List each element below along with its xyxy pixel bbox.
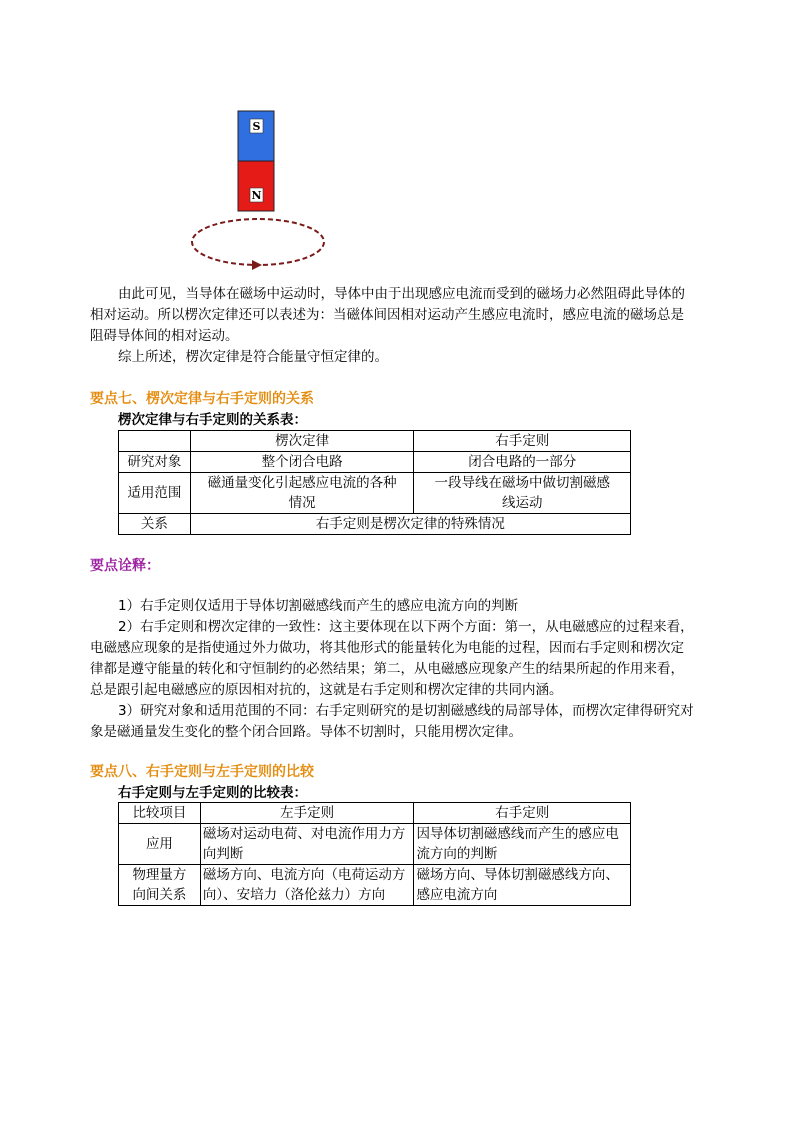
section-seven-heading: 要点七、楞次定律与右手定则的关系 (90, 391, 314, 407)
intro-paragraph-line-2: 相对运动。所以楞次定律还可以表述为：当磁体间因相对运动产生感应电流时，感应电流的磁场总是 (90, 307, 684, 323)
lenz-vs-right-hand-table (118, 430, 631, 535)
table-header-cell (119, 431, 191, 452)
table-cell: 关系 (119, 514, 191, 535)
table-cell: 物理量方向间关系 (119, 865, 201, 906)
note-line: 总是跟引起电磁感应的原因相对抗的，这就是右手定则和楞次定律的共同内涵。 (90, 682, 563, 698)
conclusion-line: 综上所述，楞次定律是符合能量守恒定律的。 (118, 349, 388, 365)
table-row (119, 514, 631, 535)
table-cell: 闭合电路的一部分 (414, 452, 631, 473)
table-header-cell: 左手定则 (200, 803, 414, 824)
section-eight-table-title: 右手定则与左手定则的比较表： (118, 785, 307, 801)
section-seven-table-title: 楞次定律与右手定则的关系表： (118, 412, 307, 428)
intro-paragraph-line-3: 阻碍导体间的相对运动。 (90, 328, 239, 344)
table-row (119, 824, 631, 865)
table-header-cell: 右手定则 (414, 803, 631, 824)
table-cell: 磁场方向、电流方向（电荷运动方向）、安培力（洛伦兹力）方向 (200, 865, 414, 906)
table-cell: 一段导线在磁场中做切割磁感线运动 (414, 473, 631, 514)
magnet-south-label: S (252, 120, 261, 133)
intro-paragraph-line-1: 由此可见，当导体在磁场中运动时，导体中由于出现感应电流而受到的磁场力必然阻碍此导体的 (118, 286, 685, 302)
table-header-cell: 楞次定律 (190, 431, 414, 452)
note-line: 律都是遵守能量的转化和守恒制约的必然结果；第二，从电磁感应现象产生的结果所起的作用来看， (90, 661, 684, 677)
magnet-north-pole (238, 161, 274, 211)
table-cell: 整个闭合电路 (190, 452, 414, 473)
table-cell: 磁场方向、导体切割磁感线方向、感应电流方向 (414, 865, 631, 906)
magnet-south-pole (238, 111, 274, 161)
table-header-cell: 右手定则 (414, 431, 631, 452)
table-cell: 磁通量变化引起感应电流的各种情况 (190, 473, 414, 514)
key-notes-heading: 要点诠释： (90, 558, 160, 574)
conducting-loop (192, 219, 324, 265)
table-cell: 磁场对运动电荷、对电流作用力方向判断 (200, 824, 414, 865)
table-header-cell: 比较项目 (119, 803, 201, 824)
table-cell: 因导体切割磁感线而产生的感应电流方向的判断 (414, 824, 631, 865)
right-vs-left-hand-table (118, 802, 631, 906)
table-row (119, 452, 631, 473)
magnet-loop-figure (178, 105, 338, 275)
magnet-north-label: N (251, 189, 262, 202)
note-line: 2）右手定则和楞次定律的一致性：这主要体现在以下两个方面：第一，从电磁感应的过程来看， (118, 619, 694, 635)
section-eight-heading: 要点八、右手定则与左手定则的比较 (90, 764, 314, 780)
note-line: 象是磁通量发生变化的整个闭合回路。导体不切割时，只能用楞次定律。 (90, 724, 522, 740)
note-line: 3）研究对象和适用范围的不同：右手定则研究的是切割磁感线的局部导体，而楞次定律得研究对 (118, 703, 694, 719)
table-row (119, 865, 631, 906)
table-header-row (119, 803, 631, 824)
table-cell: 右手定则是楞次定律的特殊情况 (190, 514, 630, 535)
current-direction-arrow-icon (252, 260, 262, 270)
table-header-row (119, 431, 631, 452)
table-cell: 应用 (119, 824, 201, 865)
note-line: 1）右手定则仅适用于导体切割磁感线而产生的感应电流方向的判断 (118, 598, 519, 614)
table-cell: 研究对象 (119, 452, 191, 473)
table-cell: 适用范围 (119, 473, 191, 514)
note-line: 电磁感应现象的是指使通过外力做功，将其他形式的能量转化为电能的过程，因而右手定则和楞次定 (90, 640, 684, 656)
table-row (119, 473, 631, 514)
